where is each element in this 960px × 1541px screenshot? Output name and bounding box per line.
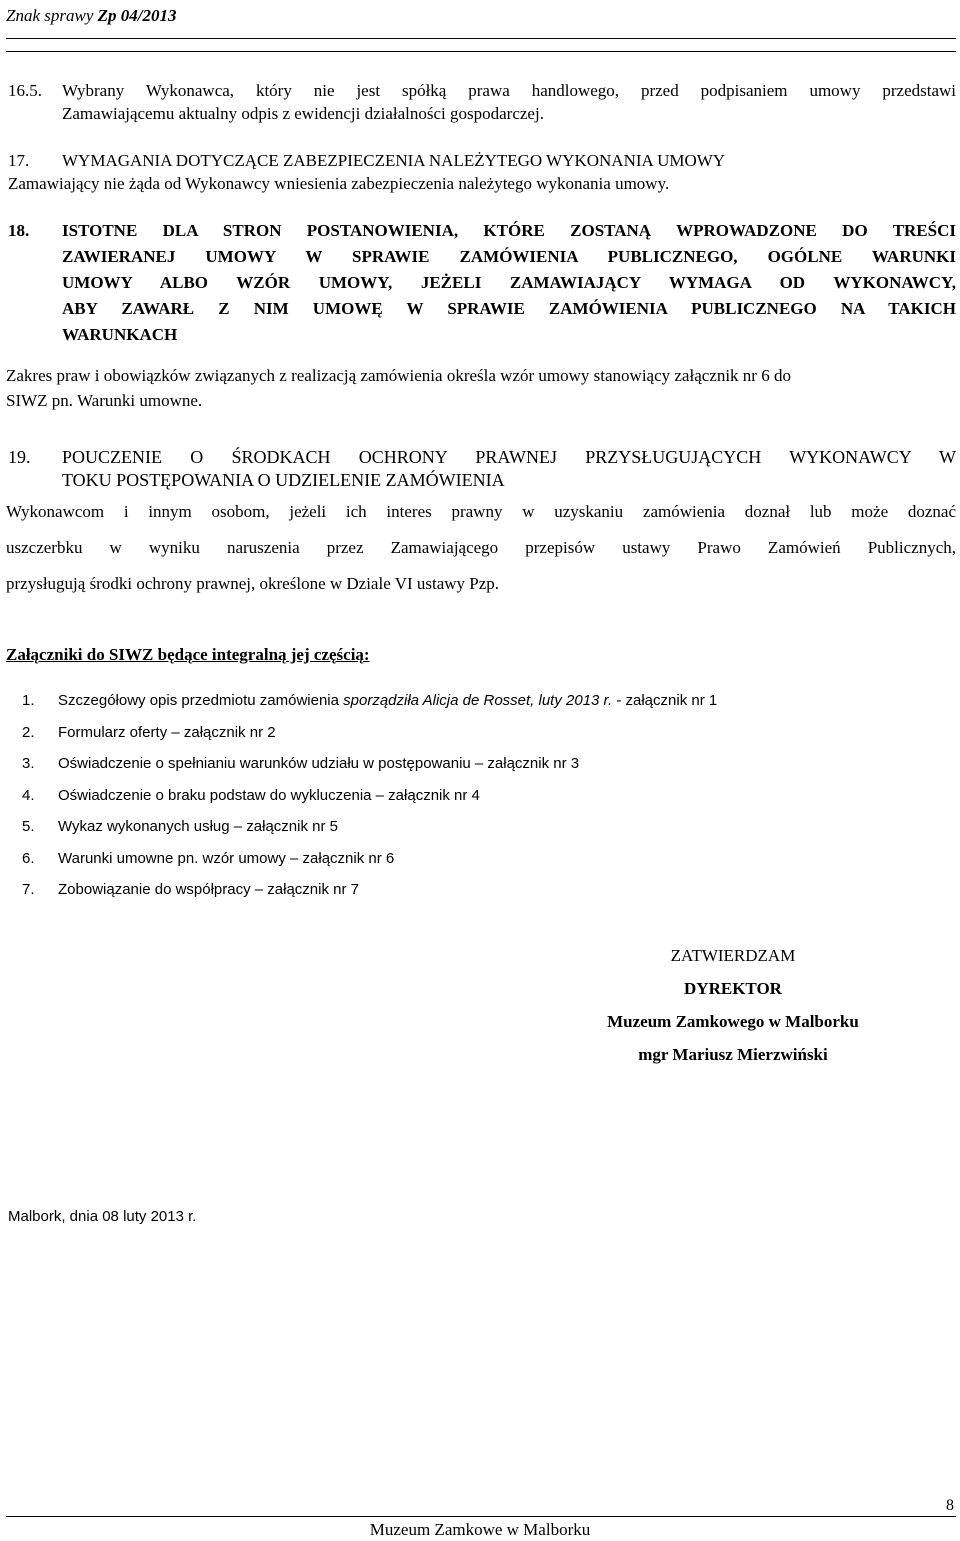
- section-18-title-line1: 18. ISTOTNE DLA STRON POSTANOWIENIA, KTÓRE ZOSTANĄ WPROWADZONE DO TREŚCI: [8, 218, 956, 244]
- signature-institution: Muzeum Zamkowego w Malborku: [607, 1012, 859, 1031]
- section-19-number: 19.: [8, 447, 31, 467]
- section-18-number: 18.: [8, 221, 30, 240]
- section-19-body-line2: uszczerbku w wyniku naruszenia przez Zamawiającego przepisów ustawy Prawo Zamówień Publicznych,: [6, 538, 956, 557]
- section-17-body: Zamawiający nie żąda od Wykonawcy wniesienia zabezpieczenia należytego wykonania umowy.: [8, 174, 670, 193]
- section-17-title: WYMAGANIA DOTYCZĄCE ZABEZPIECZENIA NALEŻYTEGO WYKONANIA UMOWY: [62, 151, 726, 170]
- case-number: Zp 04/2013: [97, 6, 177, 25]
- section-19-body-line3: przysługują środki ochrony prawnej, określone w Dziale VI ustawy Pzp.: [6, 574, 500, 593]
- section-16-5: [8, 79, 956, 125]
- page-number: 8: [946, 1497, 954, 1514]
- section-17-heading: [8, 149, 956, 172]
- section-18-body-line2: SIWZ pn. Warunki umowne.: [6, 391, 203, 410]
- signature-name: mgr Mariusz Mierzwiński: [638, 1045, 828, 1064]
- section-18-body-line1: Zakres praw i obowiązków związanych z realizacją zamówienia określa wzór umowy stanowiący załącznik nr 6 do: [6, 366, 791, 385]
- list-item: 5. Wykaz wykonanych usług – załącznik nr 5: [22, 818, 338, 835]
- signature-role: DYREKTOR: [684, 979, 782, 998]
- section-19-title-line1: 19. POUCZENIE O ŚRODKACH OCHRONY PRAWNEJ PRZYSŁUGUJĄCYCH WYKONAWCY W: [8, 447, 956, 467]
- section-18-title-line2: ZAWIERANEJ UMOWY W SPRAWIE ZAMÓWIENIA PUBLICZNEGO, OGÓLNE WARUNKI: [62, 247, 956, 266]
- list-item: 3. Oświadczenie o spełnianiu warunków udziału w postępowaniu – załącznik nr 3: [22, 755, 580, 772]
- list-item: 1. Szczegółowy opis przedmiotu zamówienia sporządziła Alicja de Rosset, luty 2013 r. - załącznik nr 1: [22, 692, 718, 709]
- date-place: Malbork, dnia 08 luty 2013 r.: [8, 1208, 197, 1225]
- signature-approve: ZATWIERDZAM: [670, 946, 796, 965]
- list-item: 4. Oświadczenie o braku podstaw do wykluczenia – załącznik nr 4: [22, 786, 480, 804]
- section-19-heading: [8, 446, 956, 492]
- section-16-5-line2: Zamawiającemu aktualny odpis z ewidencji działalności gospodarczej.: [62, 104, 544, 123]
- section-18-title-line5: WARUNKACH: [62, 325, 178, 344]
- footer-rule: [6, 1516, 956, 1517]
- list-item: 7. Zobowiązanie do współpracy – załącznik nr 7: [22, 881, 359, 898]
- header-rule-2: [6, 51, 956, 52]
- section-18-title-line3: UMOWY ALBO WZÓR UMOWY, JEŻELI ZAMAWIAJĄCY WYMAGA OD WYKONAWCY,: [62, 273, 956, 292]
- attachments-list: [22, 690, 717, 911]
- attachments-title: Załączniki do SIWZ będące integralną jej częścią:: [6, 645, 370, 664]
- list-item: 2. Formularz oferty – załącznik nr 2: [22, 723, 276, 741]
- header-rule: [6, 38, 956, 39]
- attachment-author: sporządziła Alicja de Rosset, luty 2013 r.: [343, 692, 613, 709]
- section-19-body: [6, 494, 956, 602]
- section-17: [8, 149, 956, 195]
- section-16-5-line1: 16.5. Wybrany Wykonawca, który nie jest spółką prawa handlowego, przed podpisaniem umowy przedstawi: [8, 81, 956, 100]
- section-19-body-line1: Wykonawcom i innym osobom, jeżeli ich interes prawny w uzyskaniu zamówienia doznał lub może doznać: [6, 502, 956, 521]
- section-16-5-number: 16.5.: [8, 81, 42, 100]
- section-18-body: [6, 363, 956, 413]
- case-number-header: [6, 6, 176, 26]
- section-19-title-line2: TOKU POSTĘPOWANIA O UDZIELENIE ZAMÓWIENIA: [62, 470, 505, 490]
- list-item: 6. Warunki umowne pn. wzór umowy – załącznik nr 6: [22, 849, 395, 867]
- section-17-number: 17.: [8, 151, 30, 170]
- case-label: Znak sprawy: [6, 6, 94, 25]
- section-18-heading: [8, 218, 956, 348]
- footer-text: Muzeum Zamkowe w Malborku: [369, 1520, 591, 1539]
- section-18-title-line4: ABY ZAWARŁ Z NIM UMOWĘ W SPRAWIE ZAMÓWIENIA PUBLICZNEGO NA TAKICH: [62, 299, 956, 318]
